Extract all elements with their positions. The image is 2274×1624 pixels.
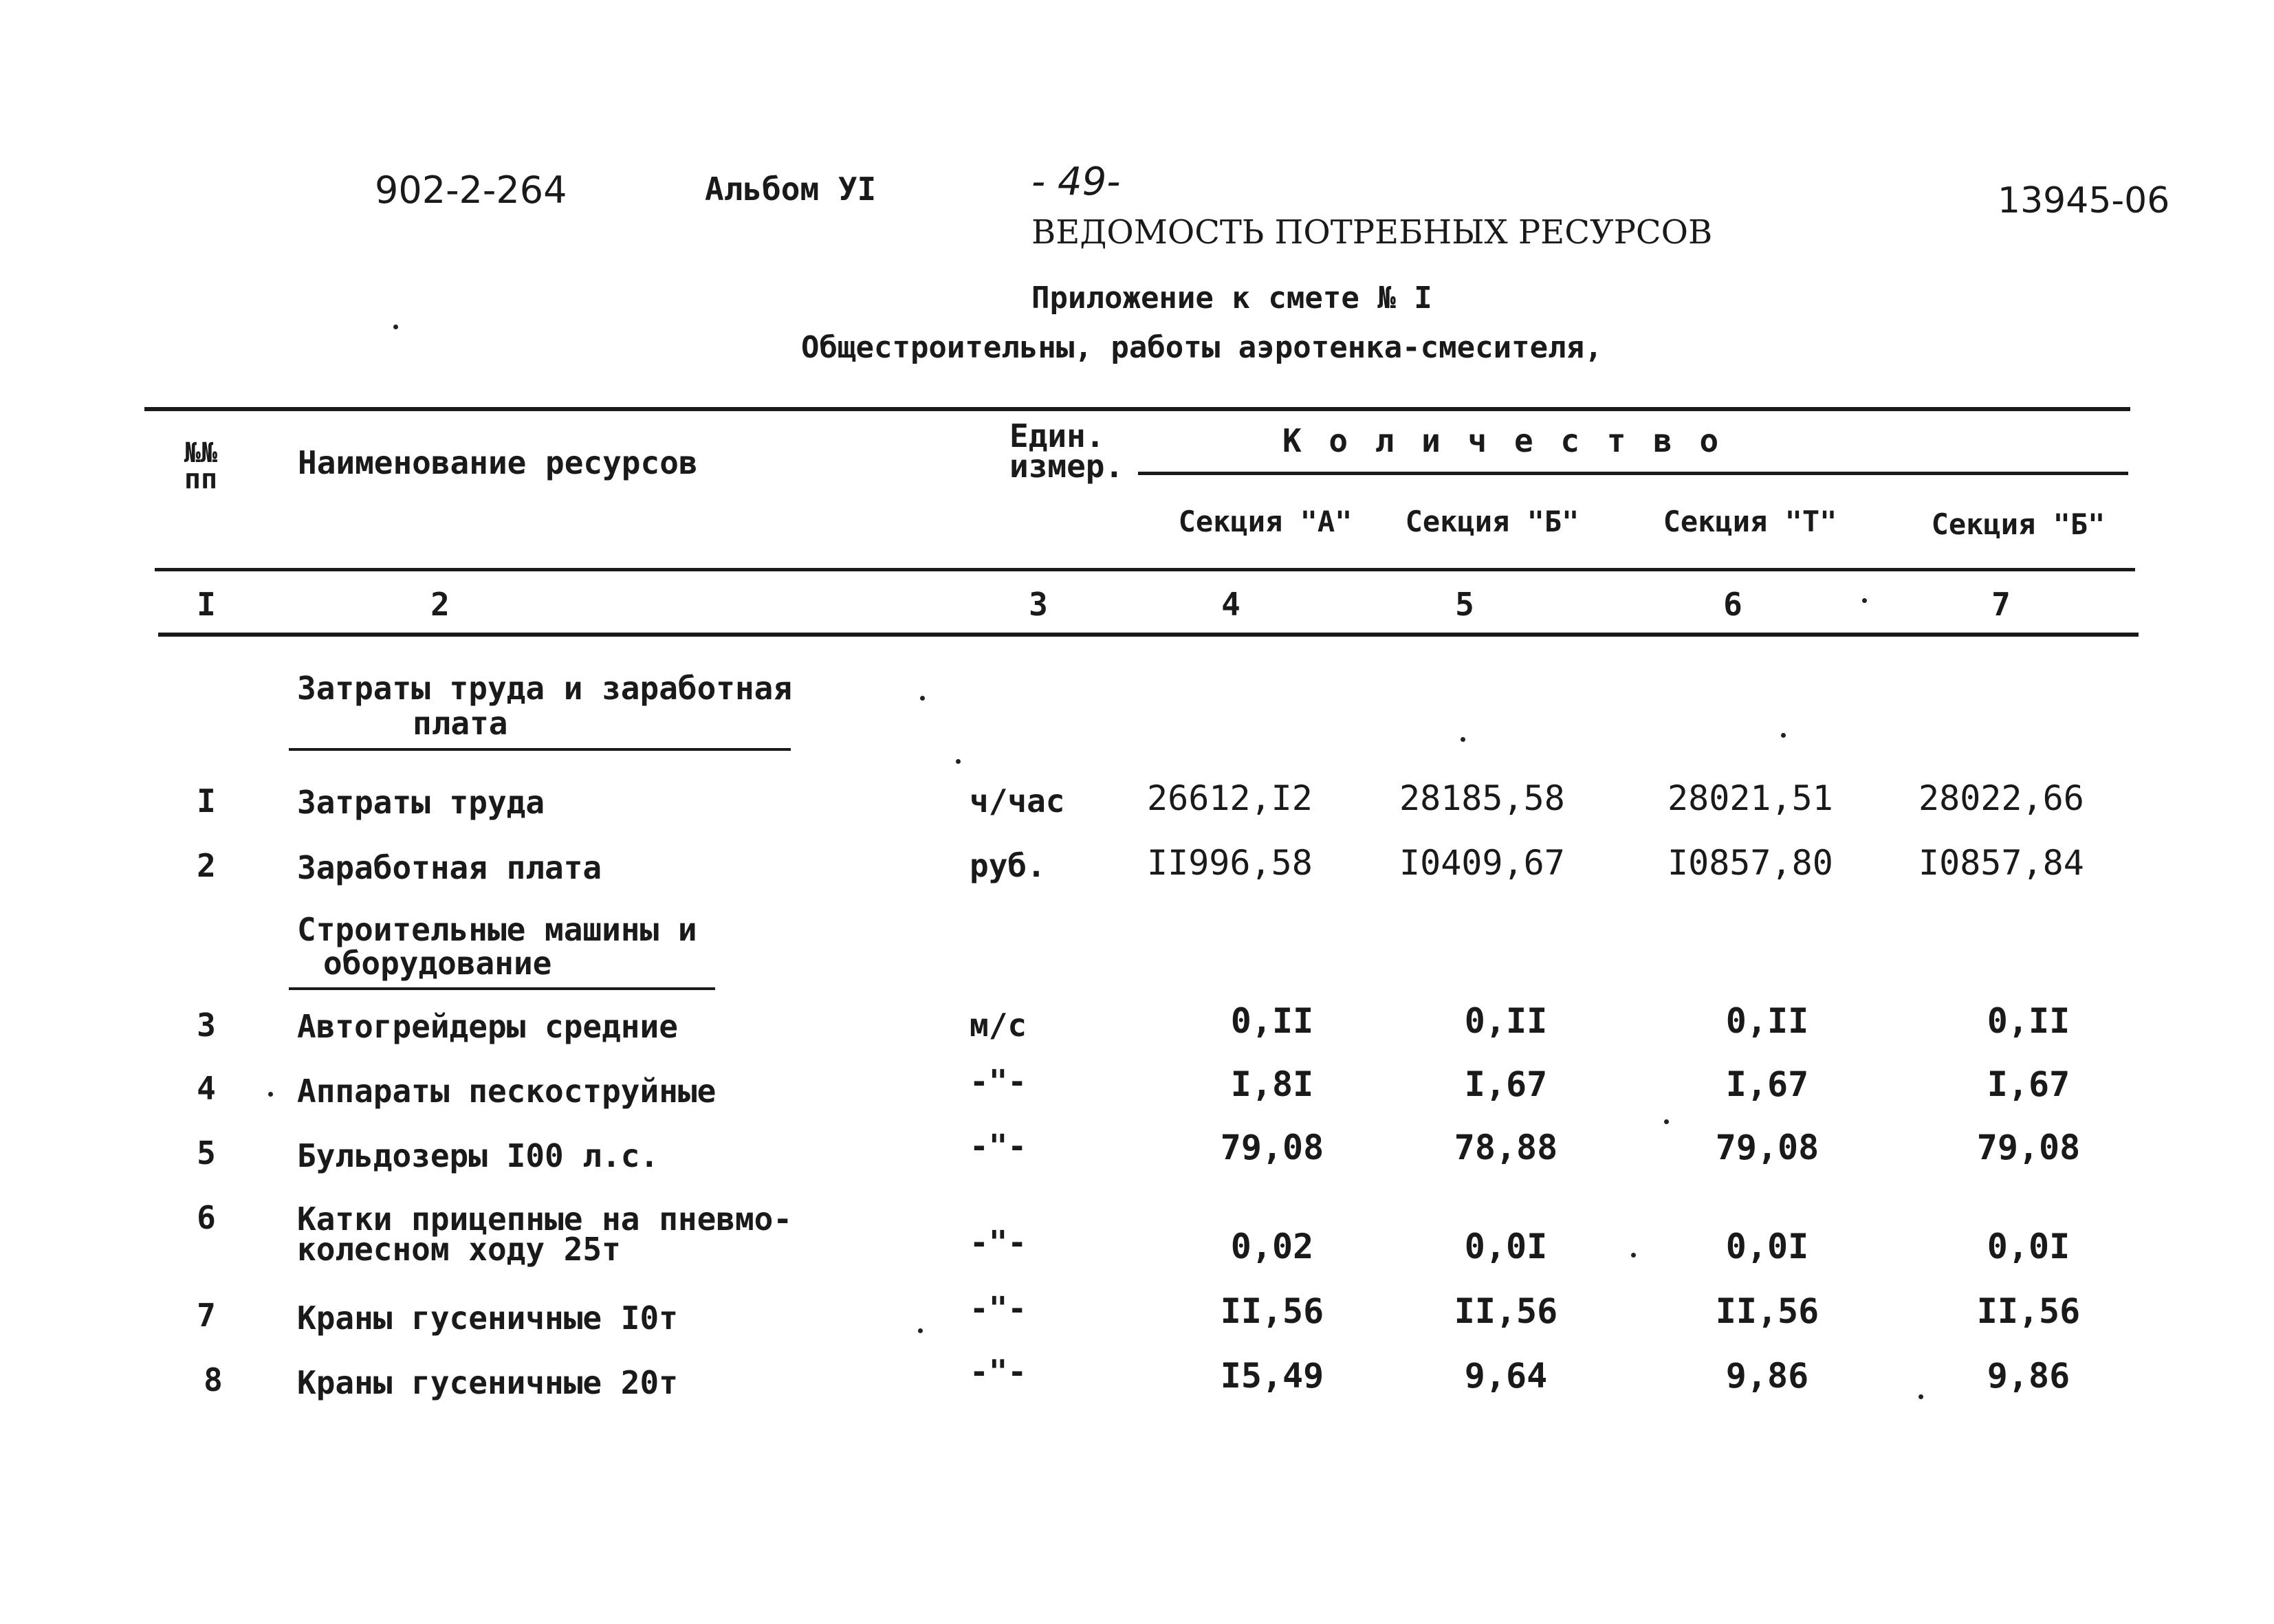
qty-section-b: 0,II — [1464, 1001, 1548, 1041]
resource-name: Катки прицепные на пневмо- — [297, 1200, 793, 1238]
qty-section-a: 0,02 — [1230, 1227, 1314, 1266]
qty-section-b2: I,67 — [1987, 1064, 2070, 1104]
scan-speck — [1918, 1394, 1923, 1399]
qty-section-t: 28021,51 — [1668, 778, 1833, 818]
row-number: I — [197, 782, 216, 820]
row-number: 3 — [197, 1007, 216, 1044]
col-header-section-a: Секция "А" — [1178, 505, 1353, 538]
qty-section-a: 0,II — [1230, 1001, 1314, 1041]
row-number: 6 — [197, 1199, 216, 1236]
row-number: 5 — [197, 1134, 216, 1172]
qty-section-b2: 9,86 — [1987, 1356, 2070, 1396]
scan-speck — [956, 759, 961, 764]
scan-speck — [918, 1328, 923, 1333]
group1-underline — [289, 748, 791, 751]
col-number-2: 2 — [430, 586, 450, 623]
row-number: 4 — [197, 1070, 216, 1107]
group-heading-labor: Затраты труда и заработная — [297, 670, 793, 707]
project-code: 902-2-264 — [375, 168, 567, 212]
group-heading-machines-cont: оборудование — [323, 945, 552, 982]
qty-section-t: 9,86 — [1725, 1356, 1809, 1396]
qty-section-b: 0,0I — [1464, 1227, 1548, 1266]
unit: -"- — [970, 1224, 1027, 1261]
scan-speck — [1664, 1119, 1669, 1124]
unit: м/с — [970, 1007, 1027, 1044]
qty-section-b2: 28022,66 — [1918, 778, 2084, 818]
qty-section-a: I5,49 — [1220, 1356, 1324, 1396]
resource-name: Краны гусеничные 20т — [297, 1364, 678, 1401]
qty-section-b: I,67 — [1464, 1064, 1548, 1104]
col-number-3: 3 — [1029, 586, 1048, 623]
resource-name-cont: колесном ходу 25т — [297, 1231, 621, 1268]
col-number-1: I — [197, 586, 216, 623]
colnum-bottom-rule — [158, 633, 2139, 637]
scan-speck — [1781, 733, 1786, 738]
document-subtitle: Приложение к смете № I — [1031, 281, 1432, 316]
col-number-6: 6 — [1723, 586, 1742, 623]
unit: руб. — [970, 847, 1046, 884]
qty-section-t: 0,II — [1725, 1001, 1809, 1041]
qty-section-a: I,8I — [1230, 1064, 1314, 1104]
document-description: Общестроительны, работы аэротенка-смесителя, — [801, 330, 1603, 365]
col-header-section-b2: Секция "Б" — [1931, 507, 2106, 541]
row-number: 7 — [197, 1297, 216, 1334]
album-label: Альбом УI — [705, 171, 877, 208]
document-title: ВЕДОМОСТЬ ПОТРЕБНЫХ РЕСУРСОВ — [1031, 213, 1713, 252]
unit: ч/час — [970, 782, 1065, 820]
qty-section-b2: 0,0I — [1987, 1227, 2070, 1266]
unit: -"- — [970, 1353, 1027, 1390]
unit: -"- — [970, 1063, 1027, 1100]
qty-section-a: 26612,I2 — [1147, 778, 1313, 818]
qty-section-b: II,56 — [1454, 1291, 1558, 1331]
unit: -"- — [970, 1290, 1027, 1327]
col-number-7: 7 — [1991, 586, 2011, 623]
scan-speck — [1631, 1253, 1636, 1258]
qty-section-b2: II,56 — [1976, 1291, 2081, 1331]
group2-underline — [289, 987, 715, 990]
page-number: - 49- — [1031, 160, 1121, 204]
col-header-unit: Един. измер. — [1009, 417, 1124, 485]
scan-speck — [268, 1092, 273, 1097]
resource-name: Бульдозеры I00 л.с. — [297, 1137, 659, 1174]
qty-section-t: I0857,80 — [1668, 843, 1833, 883]
col-header-num: №№ пп — [184, 437, 218, 495]
col-header-section-t: Секция "Т" — [1663, 505, 1837, 538]
table-top-rule — [144, 407, 2130, 411]
resource-name: Краны гусеничные I0т — [297, 1299, 678, 1337]
qty-section-b2: I0857,84 — [1918, 843, 2084, 883]
scan-speck — [393, 325, 398, 329]
qty-section-a: II996,58 — [1147, 843, 1313, 883]
col-header-name: Наименование ресурсов — [298, 444, 698, 481]
row-number: 2 — [197, 847, 216, 884]
document-number: 13945-06 — [1998, 180, 2170, 221]
resource-name: Затраты труда — [297, 784, 545, 821]
col-number-5: 5 — [1455, 586, 1474, 623]
qty-section-b: I0409,67 — [1399, 843, 1565, 883]
qty-section-b2: 79,08 — [1976, 1128, 2081, 1167]
header-bottom-rule — [155, 568, 2135, 571]
col-number-4: 4 — [1221, 586, 1240, 623]
qty-section-b2: 0,II — [1987, 1001, 2070, 1041]
col-header-section-b: Секция "Б" — [1405, 505, 1579, 538]
col-header-quantity: К о л и ч е с т в о — [1282, 422, 1723, 459]
group-heading-machines: Строительные машины и — [297, 911, 697, 948]
qty-section-t: 79,08 — [1715, 1128, 1819, 1167]
qty-section-t: 0,0I — [1725, 1227, 1809, 1266]
resource-name: Аппараты пескоструйные — [297, 1073, 717, 1110]
qty-section-t: II,56 — [1715, 1291, 1819, 1331]
qty-section-b: 78,88 — [1454, 1128, 1558, 1167]
group-heading-labor-cont: плата — [413, 705, 508, 742]
row-number: 8 — [204, 1361, 223, 1398]
resource-name: Заработная плата — [297, 849, 602, 886]
unit: -"- — [970, 1128, 1027, 1165]
resource-name: Автогрейдеры средние — [297, 1008, 678, 1045]
quantity-underline — [1138, 472, 2128, 475]
qty-section-a: 79,08 — [1220, 1128, 1324, 1167]
scan-speck — [1862, 598, 1867, 603]
qty-section-b: 9,64 — [1464, 1356, 1548, 1396]
qty-section-t: I,67 — [1725, 1064, 1809, 1104]
scan-speck — [1461, 737, 1465, 742]
qty-section-a: II,56 — [1220, 1291, 1324, 1331]
scan-speck — [920, 696, 925, 701]
qty-section-b: 28185,58 — [1399, 778, 1565, 818]
